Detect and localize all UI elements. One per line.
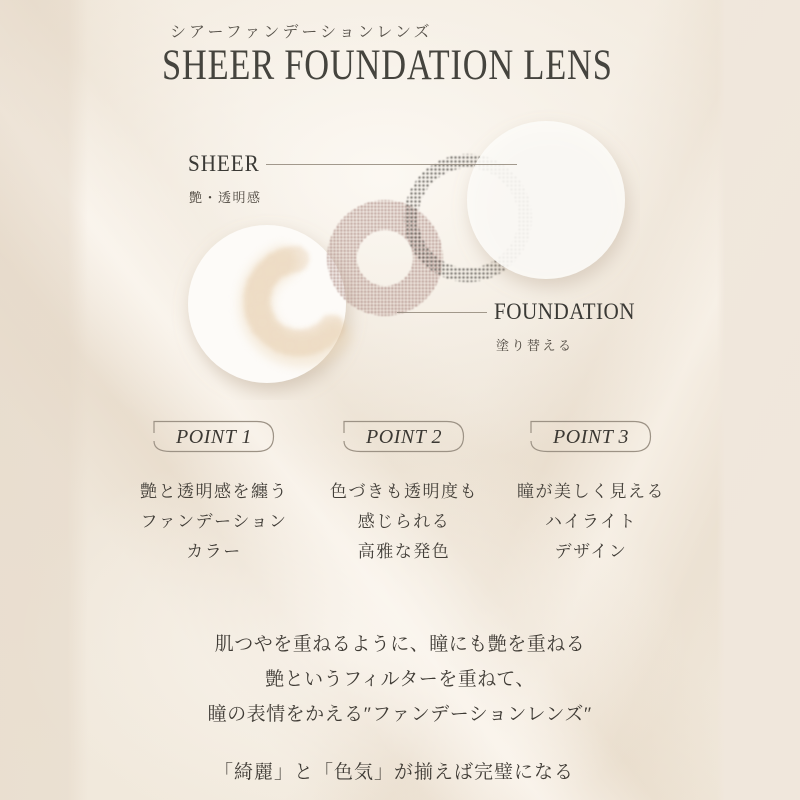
point-1-badge-label: POINT 1 (176, 425, 252, 448)
body-line-2: 艶というフィルターを重ねて、 (265, 669, 535, 690)
footer-tagline: 「綺麗」と「色気」が揃えば完璧になる (213, 762, 574, 783)
point-1-line-2: ファンデーション (140, 512, 288, 531)
point-3-line-2: ハイライト (545, 512, 637, 531)
foundation-label: FOUNDATION (494, 299, 635, 324)
foundation-lens-disc (467, 121, 625, 279)
point-1-badge (152, 417, 276, 456)
subtitle-japanese: シアーファンデーションレンズ (170, 24, 433, 41)
point-2-line-1: 色づきも透明度も (330, 482, 478, 501)
point-2-line-3: 高雅な発色 (357, 542, 451, 561)
point-3-line-3: デザイン (554, 542, 628, 561)
sheer-label: SHEER (188, 151, 260, 176)
point-1-line-1: 艶と透明感を纏う (140, 482, 288, 501)
body-line-3: 瞳の表情をかえる″ファンデーションレンズ″ (207, 704, 593, 725)
lens-overlap-diagram (170, 100, 640, 400)
point-3-badge-label: POINT 3 (553, 425, 629, 448)
point-3-badge (529, 417, 653, 456)
sheer-caption: 艶・透明感 (189, 190, 262, 205)
foundation-caption: 塗り替える (496, 338, 574, 353)
body-paragraph (0, 627, 800, 732)
point-2-description (309, 477, 499, 567)
point-1-line-3: カラー (186, 542, 242, 561)
point-2-badge (342, 417, 466, 456)
page-title: SHEER FOUNDATION LENS (162, 42, 613, 89)
point-1-description (119, 477, 309, 567)
body-line-1: 肌つやを重ねるように、瞳にも艶を重ねる (214, 634, 586, 655)
point-3-line-1: 瞳が美しく見える (517, 482, 665, 501)
point-2-line-2: 感じられる (357, 512, 451, 531)
point-2-badge-label: POINT 2 (366, 425, 442, 448)
point-3-description (496, 477, 686, 567)
